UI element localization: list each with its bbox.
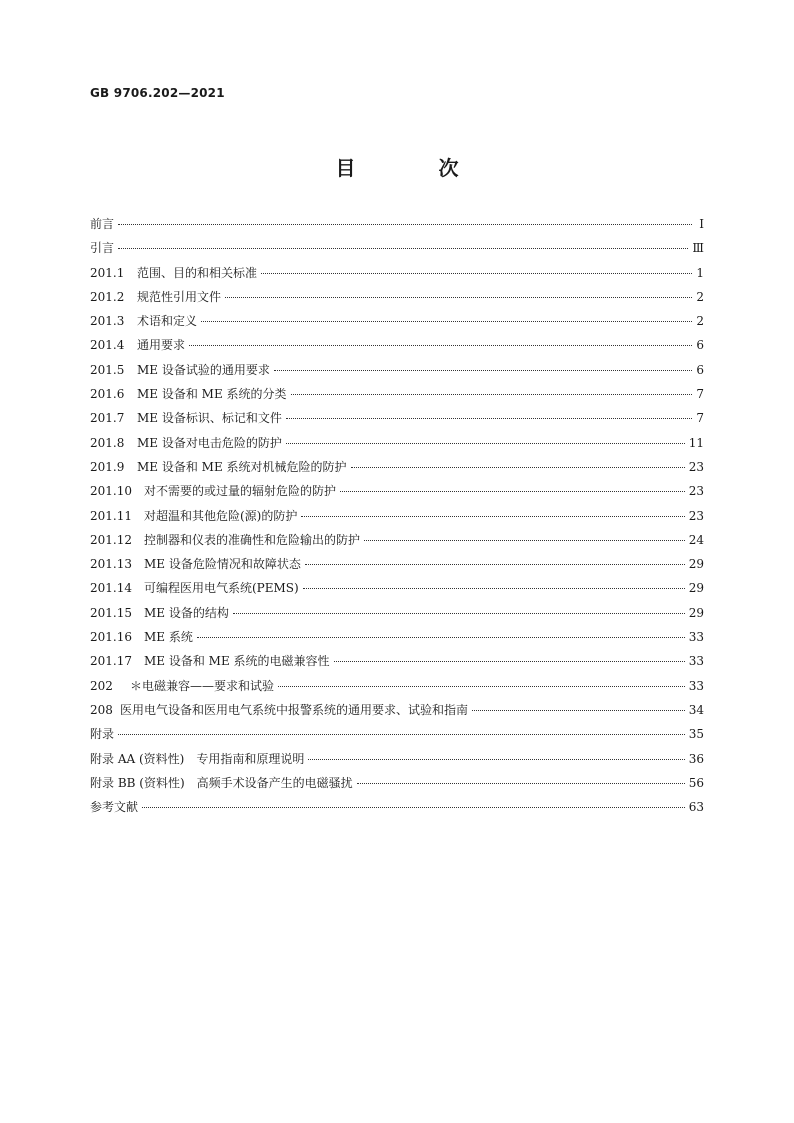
toc-leader: [305, 564, 685, 565]
toc-number: 202: [90, 678, 113, 693]
toc-number: 201.2: [90, 289, 125, 304]
toc-label: 附录 BB (资料性) 高频手术设备产生的电磁骚扰: [90, 775, 353, 790]
toc-leader: [189, 345, 692, 346]
toc-page: 63: [688, 800, 704, 815]
toc-number: 201.13: [90, 557, 132, 572]
toc-number: 201.14: [90, 581, 132, 596]
toc-entry[interactable]: [90, 385, 704, 409]
toc-label: 可编程医用电气系统(PEMS): [144, 581, 299, 596]
toc-leader: [357, 783, 685, 784]
toc-leader: [118, 734, 685, 735]
toc-page: 33: [688, 678, 704, 693]
toc-leader: [118, 224, 692, 225]
toc-label: 控制器和仪表的准确性和危险输出的防护: [144, 532, 361, 547]
toc-leader: [118, 248, 688, 249]
toc-leader: [197, 637, 685, 638]
toc-page: 29: [688, 605, 704, 620]
toc-page: 34: [688, 702, 704, 717]
toc-leader: [364, 540, 685, 541]
toc-label: ME 系统: [144, 630, 193, 645]
toc-number: 201.17: [90, 654, 132, 669]
toc-entry[interactable]: [90, 531, 704, 555]
toc-entry[interactable]: [90, 507, 704, 531]
toc-number: 201.7: [90, 411, 125, 426]
toc-entry[interactable]: [90, 555, 704, 579]
toc-entry[interactable]: [90, 361, 704, 385]
toc-entry[interactable]: [90, 774, 704, 798]
toc-entry[interactable]: [90, 604, 704, 628]
toc-page: 29: [688, 581, 704, 596]
toc-leader: [351, 467, 685, 468]
toc-entry[interactable]: [90, 798, 704, 822]
toc-label: 附录 AA (资料性) 专用指南和原理说明: [90, 751, 305, 766]
toc-number: 201.9: [90, 459, 125, 474]
toc-page: 56: [688, 775, 704, 790]
toc-label: ＊电磁兼容——要求和试验: [130, 678, 275, 693]
toc-entry[interactable]: [90, 482, 704, 506]
toc-entry[interactable]: [90, 409, 704, 433]
toc-page: 23: [688, 484, 704, 499]
toc-number: 201.8: [90, 435, 125, 450]
toc-page: 33: [688, 654, 704, 669]
toc-page: 23: [688, 459, 704, 474]
toc-leader: [201, 321, 692, 322]
toc-entry[interactable]: [90, 652, 704, 676]
toc-entry[interactable]: [90, 239, 704, 263]
toc-page: 35: [688, 727, 704, 742]
toc-page: 7: [696, 387, 704, 402]
toc-entry[interactable]: [90, 434, 704, 458]
toc-number: 201.1: [90, 265, 125, 280]
toc-page: 29: [688, 557, 704, 572]
toc-leader: [286, 443, 685, 444]
toc-label: ME 设备试验的通用要求: [137, 362, 270, 377]
toc-number: 201.12: [90, 532, 132, 547]
toc-leader: [301, 516, 684, 517]
toc-label: ME 设备的结构: [144, 605, 229, 620]
toc-label: 前言: [90, 217, 115, 231]
toc-label: 规范性引用文件: [137, 289, 222, 304]
toc-entry[interactable]: [90, 750, 704, 774]
toc-leader: [225, 297, 692, 298]
toc-entry[interactable]: [90, 725, 704, 749]
toc-entry[interactable]: [90, 628, 704, 652]
toc-label: 通用要求: [137, 338, 186, 353]
toc-leader: [308, 759, 684, 760]
table-of-contents: [90, 215, 704, 822]
toc-page: Ⅲ: [692, 241, 704, 256]
toc-number: 201.3: [90, 314, 125, 329]
toc-label: 术语和定义: [137, 314, 198, 329]
toc-label: ME 设备对电击危险的防护: [137, 435, 282, 450]
toc-leader: [261, 273, 692, 274]
toc-page: 1: [696, 265, 704, 280]
toc-leader: [286, 418, 692, 419]
toc-number: 201.6: [90, 387, 125, 402]
toc-page: 2: [696, 314, 704, 329]
toc-page: 24: [688, 532, 704, 547]
toc-page: Ⅰ: [699, 217, 704, 231]
toc-leader: [278, 686, 685, 687]
toc-label: ME 设备和 ME 系统对机械危险的防护: [137, 459, 347, 474]
toc-leader: [274, 370, 692, 371]
toc-label: ME 设备危险情况和故障状态: [144, 557, 301, 572]
toc-number: 201.4: [90, 338, 125, 353]
toc-number: 208: [90, 702, 113, 717]
toc-label: 对不需要的或过量的辐射危险的防护: [144, 484, 337, 499]
toc-label: 附录: [90, 727, 115, 742]
toc-entry[interactable]: [90, 677, 704, 701]
toc-entry[interactable]: [90, 215, 704, 239]
toc-number: 201.15: [90, 605, 132, 620]
toc-number: 201.16: [90, 630, 132, 645]
toc-leader: [334, 661, 685, 662]
toc-entry[interactable]: [90, 458, 704, 482]
toc-entry[interactable]: [90, 336, 704, 360]
toc-page: 7: [696, 411, 704, 426]
toc-entry[interactable]: [90, 312, 704, 336]
toc-label: 范围、目的和相关标准: [137, 265, 258, 280]
toc-label: 对超温和其他危险(源)的防护: [144, 508, 298, 523]
toc-number: 201.11: [90, 508, 132, 523]
toc-page: 2: [696, 289, 704, 304]
toc-number: 201.5: [90, 362, 125, 377]
toc-page: 6: [696, 362, 704, 377]
toc-label: 引言: [90, 241, 115, 256]
toc-page: 33: [688, 630, 704, 645]
standard-code: GB 9706.202—2021: [90, 86, 225, 100]
toc-label: ME 设备标识、标记和文件: [137, 411, 282, 426]
toc-entry[interactable]: [90, 579, 704, 603]
toc-number: 201.10: [90, 484, 132, 499]
toc-leader: [233, 613, 685, 614]
toc-label: 参考文献: [90, 800, 139, 815]
toc-page: 23: [688, 508, 704, 523]
toc-leader: [291, 394, 692, 395]
page-title: 目 次: [335, 156, 497, 180]
toc-entry[interactable]: [90, 288, 704, 312]
toc-leader: [303, 588, 685, 589]
toc-page: 11: [688, 435, 704, 450]
toc-entry[interactable]: [90, 701, 704, 725]
toc-page: 6: [696, 338, 704, 353]
toc-label: ME 设备和 ME 系统的电磁兼容性: [144, 654, 330, 669]
toc-leader: [472, 710, 685, 711]
toc-label: 医用电气设备和医用电气系统中报警系统的通用要求、试验和指南: [120, 702, 469, 717]
toc-label: ME 设备和 ME 系统的分类: [137, 387, 287, 402]
toc-leader: [142, 807, 685, 808]
toc-page: 36: [688, 751, 704, 766]
toc-leader: [340, 491, 685, 492]
toc-entry[interactable]: [90, 264, 704, 288]
